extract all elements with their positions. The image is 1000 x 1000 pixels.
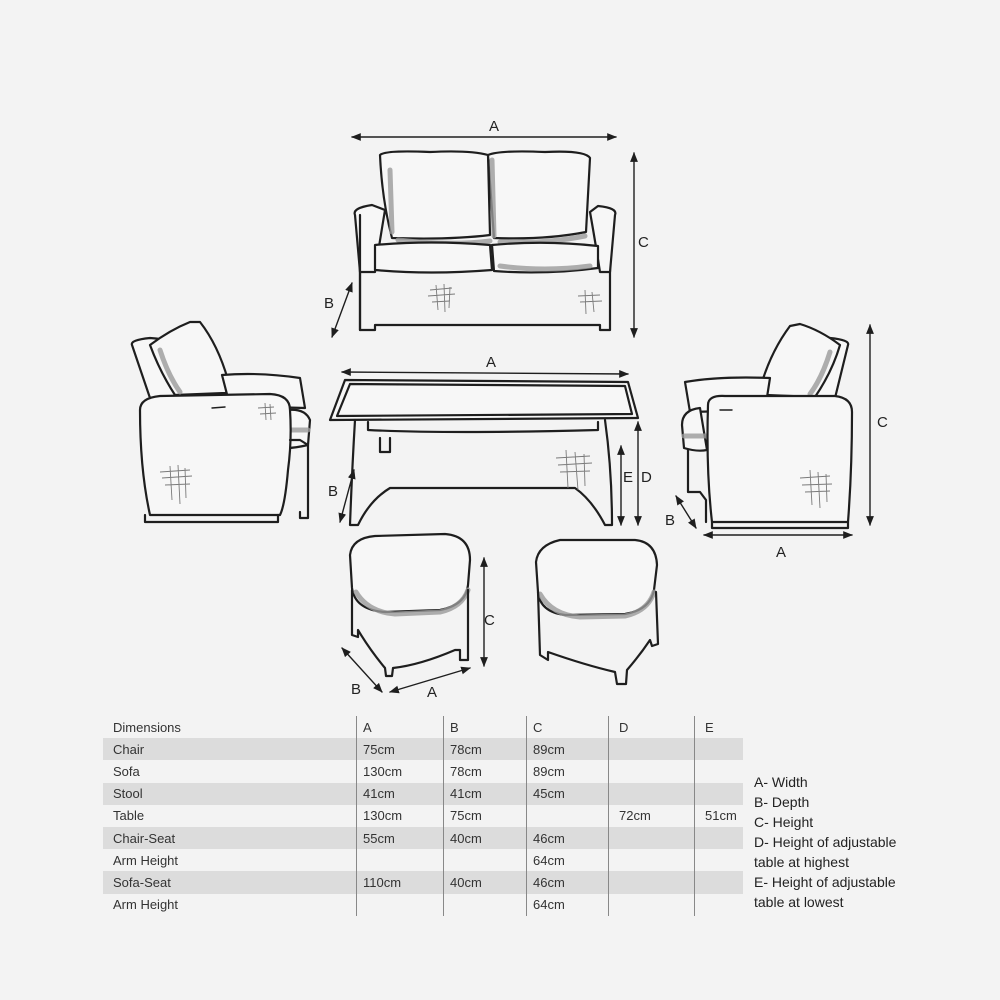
- table-e-label: E: [623, 469, 634, 486]
- sofa-height-label: C: [638, 234, 649, 251]
- row-label: Stool: [103, 783, 357, 805]
- cell-c: 64cm: [527, 894, 609, 916]
- cell-d: [609, 894, 695, 916]
- right-chair-width-label: A: [776, 544, 787, 561]
- cell-e: [695, 783, 744, 805]
- stool-left-drawing: [350, 534, 470, 676]
- sofa-depth-label: B: [324, 295, 335, 312]
- cell-a: 130cm: [357, 760, 444, 782]
- cell-c: [527, 805, 609, 827]
- table-row: [103, 827, 743, 849]
- cell-d: [609, 783, 695, 805]
- cell-e: [695, 894, 744, 916]
- cell-c: 46cm: [527, 871, 609, 893]
- cell-a: 75cm: [357, 738, 444, 760]
- table-row: [103, 894, 743, 916]
- stool-depth-label: B: [351, 681, 362, 698]
- cell-b: 78cm: [444, 738, 527, 760]
- table-row: [103, 805, 743, 827]
- cell-e: 51cm: [695, 805, 744, 827]
- cell-b: 41cm: [444, 783, 527, 805]
- cell-c: 45cm: [527, 783, 609, 805]
- cell-c: 64cm: [527, 849, 609, 871]
- cell-b: [444, 894, 527, 916]
- cell-a: [357, 894, 444, 916]
- table-row: [103, 738, 743, 760]
- row-label: Table: [113, 808, 145, 824]
- cell-e: [695, 849, 744, 871]
- cell-c: 46cm: [527, 827, 609, 849]
- cell-d: [609, 827, 695, 849]
- table-row: [103, 760, 743, 782]
- header-d: D: [609, 716, 695, 738]
- table-width-label: A: [486, 354, 497, 371]
- stool-right-drawing: [536, 540, 658, 684]
- legend-width: A- Width: [754, 774, 808, 790]
- cell-d: 72cm: [609, 805, 695, 827]
- header-dimensions: Dimensions: [113, 719, 181, 735]
- table-d-label: D: [641, 469, 652, 486]
- cell-e: [695, 738, 744, 760]
- left-chair-drawing: [132, 322, 354, 522]
- dining-table-drawing: [330, 380, 638, 525]
- right-chair-drawing: [682, 324, 852, 528]
- cell-e: [695, 871, 744, 893]
- row-label: Sofa-Seat: [103, 871, 357, 893]
- table-row: [103, 871, 743, 893]
- stool-width-label: A: [427, 684, 438, 701]
- sofa-drawing: [355, 151, 616, 330]
- cell-d: [609, 738, 695, 760]
- cell-e: [695, 827, 744, 849]
- row-label: Chair: [103, 738, 357, 760]
- legend-depth: B- Depth: [754, 794, 810, 810]
- cell-c: 89cm: [527, 760, 609, 782]
- cell-d: [609, 760, 695, 782]
- sofa-width-label: A: [489, 118, 500, 135]
- cell-d: [609, 871, 695, 893]
- right-chair-height-label: C: [877, 414, 888, 431]
- legend-height: C- Height: [754, 814, 814, 830]
- cell-b: 75cm: [444, 805, 527, 827]
- legend-e-line2: table at lowest: [754, 894, 844, 910]
- cell-c: 89cm: [527, 738, 609, 760]
- left-chair-depth-label: B: [328, 483, 339, 500]
- table-header-row: [103, 716, 743, 738]
- header-e: E: [695, 716, 744, 738]
- row-label: Arm Height: [113, 852, 179, 868]
- stool-height-label: C: [484, 612, 495, 629]
- cell-a: 55cm: [357, 827, 444, 849]
- table-row: [103, 849, 743, 871]
- legend-e-line1: E- Height of adjustable: [754, 874, 896, 890]
- cell-e: [695, 760, 744, 782]
- cell-a: 110cm: [357, 871, 444, 893]
- header-b: B: [444, 716, 527, 738]
- table-row: [103, 783, 743, 805]
- row-label: Chair-Seat: [103, 827, 357, 849]
- cell-b: 40cm: [444, 827, 527, 849]
- dimension-legend: [754, 772, 924, 912]
- dimensions-table: [103, 716, 743, 916]
- legend-d-line1: D- Height of adjustable: [754, 834, 897, 850]
- cell-a: [357, 849, 444, 871]
- row-label: Arm Height: [113, 897, 179, 913]
- right-chair-depth-label: B: [665, 512, 676, 529]
- header-c: C: [527, 716, 609, 738]
- header-a: A: [357, 716, 444, 738]
- cell-d: [609, 849, 695, 871]
- cell-a: 41cm: [357, 783, 444, 805]
- cell-b: 78cm: [444, 760, 527, 782]
- cell-b: 40cm: [444, 871, 527, 893]
- cell-b: [444, 849, 527, 871]
- row-label: Sofa: [113, 763, 140, 779]
- legend-d-line2: table at highest: [754, 854, 849, 870]
- cell-a: 130cm: [357, 805, 444, 827]
